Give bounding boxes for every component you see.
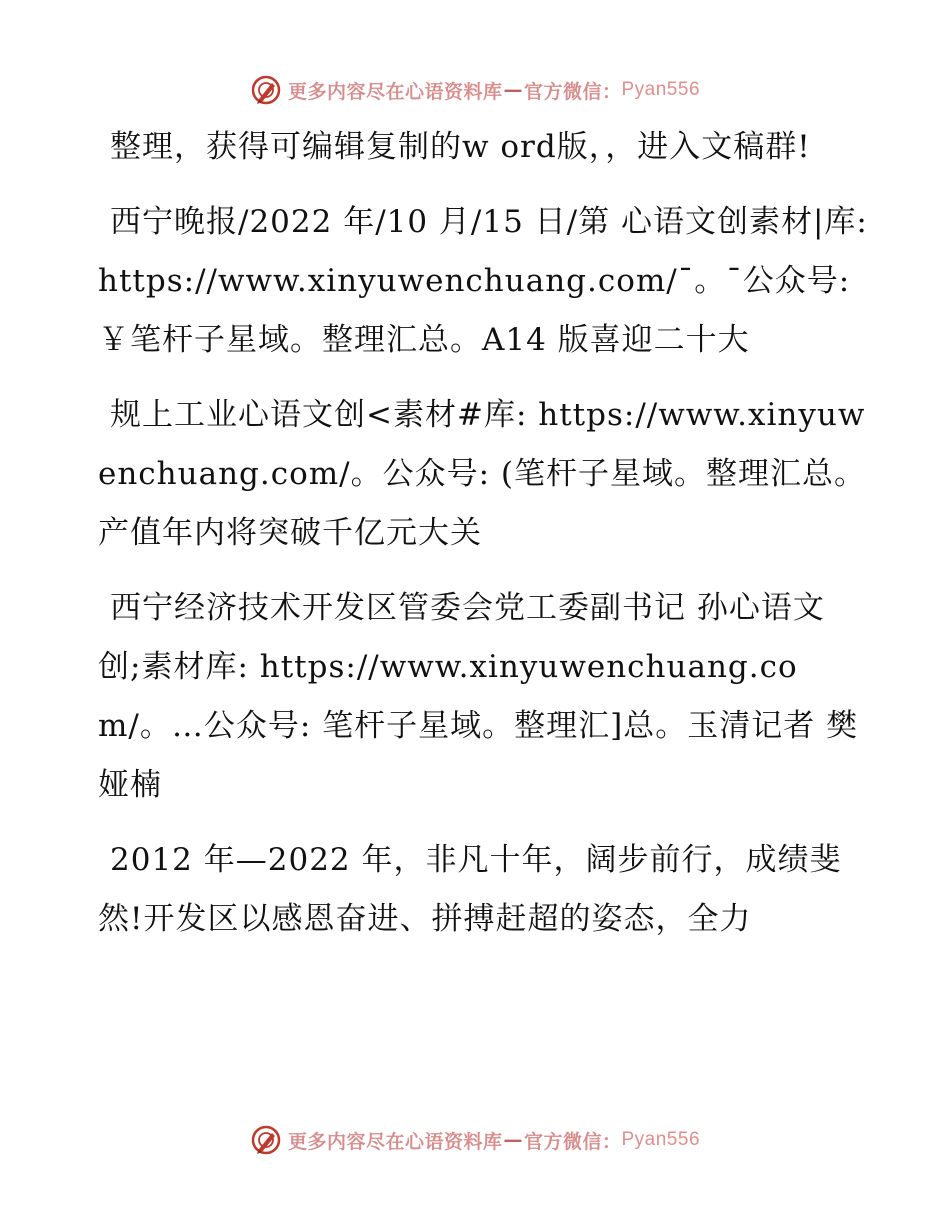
header-wechat-label: 官方微信： bbox=[523, 80, 622, 103]
paragraph-1: 整理，获得可编辑复制的w ord版，，进入文稿群! bbox=[110, 129, 811, 165]
paragraph-3: 规上工业心语文创<素材#库: https://www.xinyuwenchuang.com/。公众号: (笔杆子星域。整理汇总。产值年内将突破千亿元大关 bbox=[98, 397, 867, 551]
paragraph-4: 西宁经济技术开发区管委会党工委副书记 孙心语文创;素材库: https://www.xinyuwenchuang.com/。…公众号: 笔杆子星域。整理汇]总。玉清记者 樊娅楠 bbox=[98, 590, 859, 803]
pen-logo-icon bbox=[250, 74, 282, 106]
document-body bbox=[98, 118, 868, 965]
footer-wechat-id: Pyan556 bbox=[621, 1129, 701, 1150]
header-brand-text: 更多内容尽在心语资料库 bbox=[287, 80, 503, 103]
pen-logo-icon bbox=[250, 1124, 282, 1156]
footer-wechat-label: 官方微信： bbox=[523, 1130, 622, 1153]
footer-separator: — bbox=[503, 1129, 523, 1151]
footer-banner bbox=[0, 1120, 950, 1160]
footer-brand-text: 更多内容尽在心语资料库 bbox=[287, 1130, 503, 1153]
paragraph-5: 2012 年—2022 年，非凡十年，阔步前行，成绩斐然!开发区以感恩奋进、拼搏赶超的姿态，全力 bbox=[98, 842, 842, 937]
header-separator: — bbox=[503, 79, 523, 101]
paragraph-2: 西宁晚报/2022 年/10 月/15 日/第 心语文创素材|库: https://www.xinyuwenchuang.com/¯。¯公众号: ￥笔杆子星域。整理汇总。A14 版喜迎二十大 bbox=[98, 204, 868, 358]
header-wechat-id: Pyan556 bbox=[621, 79, 701, 100]
header-banner bbox=[0, 70, 950, 110]
